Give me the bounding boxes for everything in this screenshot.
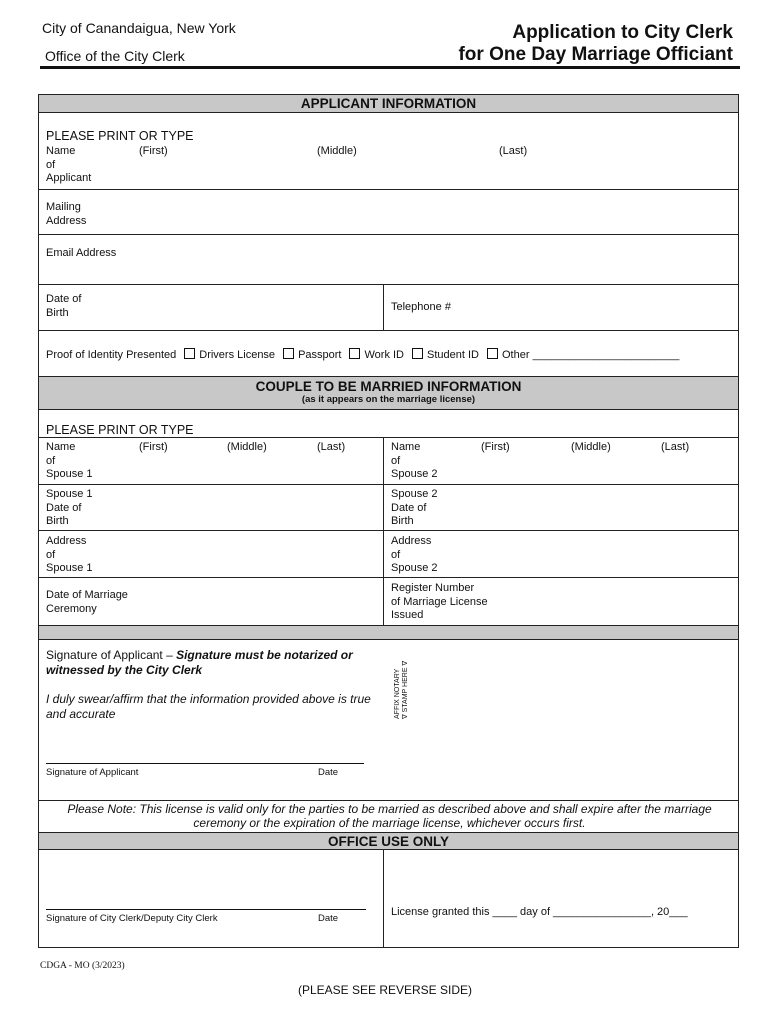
spouse2-dob-field[interactable]: [444, 487, 734, 527]
spouse2-last-label: (Last): [661, 441, 690, 453]
dob-field[interactable]: [99, 287, 379, 327]
header-rule: [40, 66, 740, 69]
signature-requirement: Signature must be notarized or witnessed by the City Clerk: [46, 648, 353, 677]
applicant-section-heading: APPLICANT INFORMATION: [39, 94, 738, 113]
ceremony-date-field[interactable]: [139, 581, 379, 621]
work-id-checkbox[interactable]: [349, 348, 360, 359]
spouse2-middle-label: (Middle): [571, 441, 611, 453]
spouse1-dob-label: Spouse 1 Date of Birth: [46, 488, 93, 527]
spouse1-last-label: (Last): [317, 441, 346, 453]
license-granted-text: License granted this ____ day of ________________, 20___: [391, 906, 688, 918]
other-label: Other ________________________: [502, 349, 680, 361]
applicant-signature-line[interactable]: [46, 763, 364, 764]
spouse2-address-field[interactable]: [444, 533, 734, 573]
form-title-line2: for One Day Marriage Officiant: [458, 44, 733, 65]
spouse1-dob-field[interactable]: [99, 487, 379, 527]
spouse1-first-label: (First): [139, 441, 168, 453]
clerk-signature-line[interactable]: [46, 909, 366, 910]
couple-section-subheading: (as it appears on the marriage license): [301, 394, 476, 405]
register-number-field[interactable]: [509, 581, 734, 621]
signature-instructions: [46, 648, 376, 678]
ceremony-date-label: Date of Marriage Ceremony: [46, 589, 128, 615]
mailing-address-label: Mailing Address: [46, 201, 87, 227]
applicant-print-note: PLEASE PRINT OR TYPE: [46, 129, 194, 143]
divider: [383, 850, 384, 948]
divider: [39, 577, 738, 578]
spouse2-name-label: Name of Spouse 2: [391, 441, 438, 480]
dob-label: Date of Birth: [46, 293, 82, 319]
office-use-heading: OFFICE USE ONLY: [39, 832, 738, 850]
applicant-first-label: (First): [139, 145, 168, 157]
proof-label: Proof of Identity Presented: [46, 349, 177, 361]
applicant-signature-label: Signature of Applicant: [46, 767, 139, 778]
drivers-license-checkbox[interactable]: [184, 348, 195, 359]
spouse2-dob-label: Spouse 2 Date of Birth: [391, 488, 438, 527]
applicant-last-label: (Last): [499, 145, 528, 157]
divider: [39, 234, 738, 235]
clerk-signature-label: Signature of City Clerk/Deputy City Clerk: [46, 913, 218, 924]
section-separator-band: [39, 625, 738, 640]
divider: [39, 484, 738, 485]
applicant-signature-date-label: Date: [318, 767, 339, 778]
telephone-field[interactable]: [459, 289, 734, 327]
proof-of-identity-row: [46, 348, 679, 363]
spouse1-address-field[interactable]: [99, 533, 379, 573]
student-id-checkbox[interactable]: [412, 348, 423, 359]
spouse2-first-label: (First): [481, 441, 510, 453]
reverse-side-note: (PLEASE SEE REVERSE SIDE): [297, 983, 473, 997]
applicant-name-label: Name of Applicant: [46, 145, 92, 184]
divider: [39, 189, 738, 190]
office-name: Office of the City Clerk: [45, 48, 185, 64]
email-label: Email Address: [46, 247, 117, 259]
divider: [39, 530, 738, 531]
oath-text: I duly swear/affirm that the information provided above is true and accurate: [46, 692, 371, 721]
student-id-label: Student ID: [427, 349, 479, 361]
passport-checkbox[interactable]: [283, 348, 294, 359]
divider: [39, 330, 738, 331]
spouse1-name-field[interactable]: [99, 455, 379, 481]
spouse2-name-field[interactable]: [444, 455, 734, 481]
divider: [383, 437, 384, 626]
spouse1-address-label: Address of Spouse 1: [46, 535, 93, 574]
applicant-name-field[interactable]: [134, 159, 734, 183]
register-number-label: Register Number of Marriage License Issued: [391, 582, 488, 621]
form-title-line1: Application to City Clerk: [512, 22, 733, 43]
notary-stamp-area: AFFIX NOTARY ∇ STAMP HERE ∇: [394, 660, 409, 719]
spouse1-middle-label: (Middle): [227, 441, 267, 453]
form-code: CDGA - MO (3/2023): [40, 961, 125, 971]
telephone-label: Telephone #: [391, 301, 451, 313]
divider: [383, 284, 384, 330]
other-checkbox[interactable]: [487, 348, 498, 359]
spouse2-address-label: Address of Spouse 2: [391, 535, 438, 574]
clerk-signature-date-label: Date: [318, 913, 339, 924]
couple-section-heading-band: [39, 376, 738, 410]
city-name: City of Canandaigua, New York: [42, 20, 236, 36]
validity-note: Please Note: This license is valid only for the parties to be married as described above and shall expire after the marriage ceremony or the expiration of the marriage license, whichever occurs first.: [67, 802, 712, 830]
divider: [39, 284, 738, 285]
work-id-label: Work ID: [364, 349, 405, 361]
passport-label: Passport: [298, 349, 342, 361]
couple-section-heading: COUPLE TO BE MARRIED INFORMATION: [255, 379, 522, 394]
signature-intro: Signature of Applicant –: [46, 648, 177, 662]
applicant-middle-label: (Middle): [317, 145, 357, 157]
email-field[interactable]: [134, 239, 734, 279]
mailing-address-field[interactable]: [134, 193, 734, 229]
spouse1-name-label: Name of Spouse 1: [46, 441, 93, 480]
drivers-license-label: Drivers License: [199, 349, 276, 361]
couple-print-note: PLEASE PRINT OR TYPE: [46, 423, 194, 437]
divider: [39, 800, 738, 801]
application-form: [38, 94, 739, 948]
divider: [39, 437, 738, 438]
